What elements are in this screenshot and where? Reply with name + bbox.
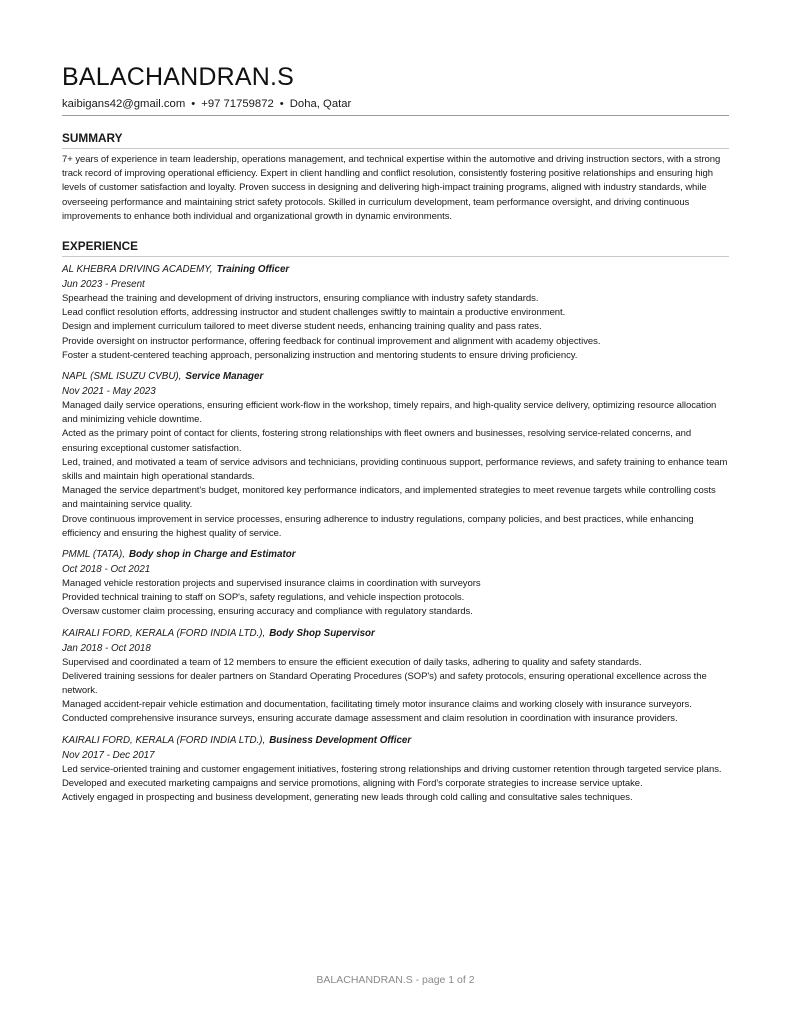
job-bullet: Provide oversight on instructor performance, offering feedback for continual improvement and alignment with academy objectives. [62,335,601,347]
job-bullets [62,763,729,806]
job-dates: Nov 2021 - May 2023 [62,386,156,398]
job-bullet: Design and implement curriculum tailored to meet diverse student needs, enhancing training quality and pass rates. [62,321,542,333]
location: Doha, Qatar [289,98,352,110]
job-dates: Jun 2023 - Present [62,279,145,291]
job-bullet: Managed daily service operations, ensuring efficient work-flow in the workshop, timely repairs, and high-quality service delivery, optimizing resource allocation and minimizing vehicle downtime. [62,400,717,426]
job-bullets [62,577,729,620]
job-bullet: Conducted comprehensive insurance surveys, ensuring accurate damage assessment and claim resolution in coordination with insurance providers. [62,713,678,725]
company-name: AL KHEBRA DRIVING ACADEMY, [62,264,213,276]
job-bullet: Delivered training sessions for dealer partners on Standard Operating Procedures (SOP's) and safety protocols, ensuring operational excellence across the network. [62,670,707,697]
job-bullet: Foster a student-centered teaching approach, personalizing instruction and mentoring students to ensure driving proficiency. [62,349,578,361]
job-dates: Jan 2018 - Oct 2018 [62,642,151,654]
job-bullets [62,292,729,363]
experience-list [62,262,729,805]
job-bullet: Provided technical training to staff on SOP's, safety regulations, and vehicle inspection protocols. [62,592,465,604]
job-header [62,262,729,277]
job-header [62,733,729,748]
job-bullet: Lead conflict resolution efforts, addressing instructor and student challenges swiftly to maintain a productive environment. [62,307,566,319]
phone-number: +97 71759872 [201,98,274,110]
job-bullet: Managed vehicle restoration projects and supervised insurance claims in coordination with surveyors [62,578,481,590]
page-footer: BALACHANDRAN.S - page 1 of 2 [316,974,475,986]
job-title: Body shop in Charge and Estimator [128,549,296,561]
job-title: Business Development Officer [269,734,412,746]
job-bullet: Acted as the primary point of contact for clients, fostering strong relationships with fleet owners and businesses, resolving service-related concerns, and ensuring exceptional customer satisfaction. [62,428,692,454]
company-name: NAPL (SML ISUZU CVBU), [62,371,182,383]
candidate-name: BALACHANDRAN.S [62,63,295,91]
job-bullet: Actively engaged in prospecting and business development, generating new leads through cold calling and consultative sales techniques. [62,792,633,804]
experience-heading: EXPERIENCE [62,240,729,257]
job-dates: Oct 2018 - Oct 2021 [62,564,151,576]
job-bullet: Developed and executed marketing campaigns and service promotions, aligning with Ford's corporate strategies to increase service uptake. [62,777,643,789]
job-bullet: Managed the service department's budget, monitored key performance indicators, and implemented strategies to meet revenue targets while controlling costs and maintaining service quality. [62,485,716,511]
job-header [62,626,729,641]
job-entry [62,626,729,727]
job-title: Service Manager [185,371,264,383]
job-entry [62,369,729,541]
job-entry [62,262,729,363]
job-bullet: Managed accident-repair vehicle estimation and documentation, facilitating timely motor insurance claims and working closely with insurance surveyors. [62,699,692,711]
summary-heading: SUMMARY [62,132,729,149]
job-title: Body Shop Supervisor [269,627,375,639]
job-entry [62,547,729,620]
job-title: Training Officer [216,264,290,276]
job-bullet: Oversaw customer claim processing, ensuring accuracy and compliance with regulatory standards. [62,606,473,618]
job-header [62,547,729,562]
resume-page [62,62,729,805]
company-name: PMML (TATA), [62,549,125,561]
summary-text: 7+ years of experience in team leadership, operations management, and technical expertise within the automotive and driving instruction sectors, with a strong track record of improving operational efficiency. Expert in client handling and conflict resolution, consistently fostering positive relationships and ensuring high levels of customer satisfaction and loyalty. Proven success in designing and delivering high-impact training programs, aligned with industry standards, while overseeing performance and maintaining strict safety protocols. Skilled in curriculum development, team performance oversight, and driving continuous improvements to enhance both individual and organizational growth in dynamic environments. [62,154,721,222]
job-bullet: Led, trained, and motivated a team of service advisors and technicians, providing continuous support, performance reviews, and safety training to enhance team skills and maintain high operational standards. [62,456,728,483]
company-name: KAIRALI FORD, KERALA (FORD INDIA LTD.), [62,734,266,746]
job-bullet: Spearhead the training and development of driving instructors, ensuring compliance with industry safety standards. [62,293,539,305]
job-bullet: Supervised and coordinated a team of 12 members to ensure the efficient execution of daily tasks, adhering to quality and safety standards. [62,656,642,668]
job-dates: Nov 2017 - Dec 2017 [62,749,155,761]
separator: • [191,98,196,110]
job-bullets [62,399,729,541]
job-header [62,369,729,384]
job-bullet: Drove continuous improvement in service processes, ensuring adherence to industry regulations, company policies, and best practices, while enhancing efficiency and ensuring the highest quality of service. [62,513,694,539]
job-bullet: Led service-oriented training and customer engagement initiatives, fostering strong relationships and driving customer retention through targeted service plans. [62,763,722,775]
job-bullets [62,656,729,727]
company-name: KAIRALI FORD, KERALA (FORD INDIA LTD.), [62,627,266,639]
email-link[interactable]: kaibigans42@gmail.com [62,98,186,110]
job-entry [62,733,729,806]
separator: • [279,98,284,110]
contact-line [62,98,729,116]
